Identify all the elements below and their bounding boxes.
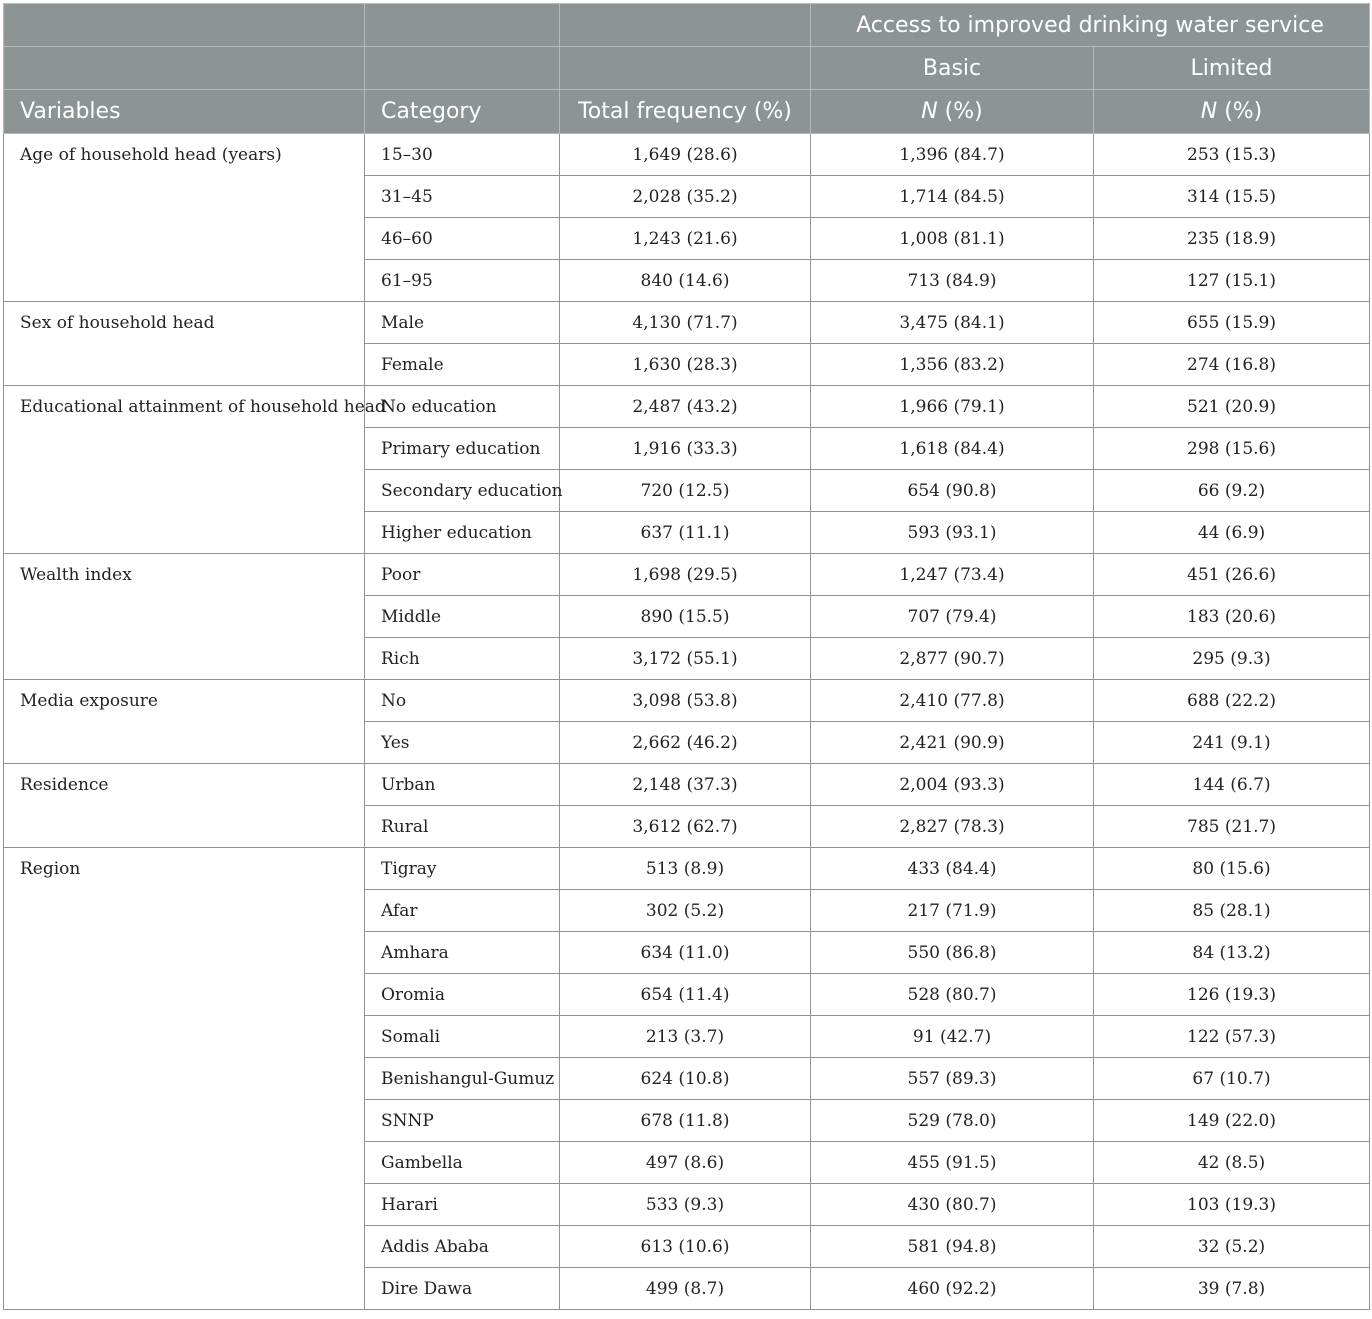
total-frequency-cell: 1,243 (21.6) xyxy=(560,218,811,260)
basic-cell: 529 (78.0) xyxy=(811,1100,1094,1142)
limited-cell: 103 (19.3) xyxy=(1094,1184,1370,1226)
limited-cell: 241 (9.1) xyxy=(1094,722,1370,764)
total-frequency-cell: 678 (11.8) xyxy=(560,1100,811,1142)
limited-cell: 122 (57.3) xyxy=(1094,1016,1370,1058)
header-blank-6 xyxy=(560,47,811,90)
header-total-frequency: Total frequency (%) xyxy=(560,90,811,134)
basic-cell: 2,827 (78.3) xyxy=(811,806,1094,848)
category-cell: Benishangul-Gumuz xyxy=(365,1058,560,1100)
table-row xyxy=(4,134,1370,176)
basic-cell: 1,356 (83.2) xyxy=(811,344,1094,386)
limited-cell: 314 (15.5) xyxy=(1094,176,1370,218)
total-frequency-cell: 3,098 (53.8) xyxy=(560,680,811,722)
basic-cell: 654 (90.8) xyxy=(811,470,1094,512)
category-cell: 46–60 xyxy=(365,218,560,260)
header-category: Category xyxy=(365,90,560,134)
category-cell: Rich xyxy=(365,638,560,680)
header-n-basic xyxy=(811,90,1094,134)
header-row-subgroup xyxy=(4,47,1370,90)
header-n-limited-italic: N xyxy=(1200,99,1218,124)
limited-cell: 521 (20.9) xyxy=(1094,386,1370,428)
variable-cell: Region xyxy=(4,848,365,1310)
limited-cell: 39 (7.8) xyxy=(1094,1268,1370,1310)
table-row xyxy=(4,680,1370,722)
limited-cell: 183 (20.6) xyxy=(1094,596,1370,638)
limited-cell: 451 (26.6) xyxy=(1094,554,1370,596)
limited-cell: 66 (9.2) xyxy=(1094,470,1370,512)
basic-cell: 1,966 (79.1) xyxy=(811,386,1094,428)
header-blank-3 xyxy=(560,4,811,47)
basic-cell: 593 (93.1) xyxy=(811,512,1094,554)
total-frequency-cell: 624 (10.8) xyxy=(560,1058,811,1100)
limited-cell: 84 (13.2) xyxy=(1094,932,1370,974)
total-frequency-cell: 499 (8.7) xyxy=(560,1268,811,1310)
basic-cell: 528 (80.7) xyxy=(811,974,1094,1016)
variable-cell: Educational attainment of household head xyxy=(4,386,365,554)
basic-cell: 1,396 (84.7) xyxy=(811,134,1094,176)
total-frequency-cell: 2,148 (37.3) xyxy=(560,764,811,806)
basic-cell: 430 (80.7) xyxy=(811,1184,1094,1226)
category-cell: Gambella xyxy=(365,1142,560,1184)
total-frequency-cell: 3,172 (55.1) xyxy=(560,638,811,680)
header-blank-4 xyxy=(4,47,365,90)
category-cell: Poor xyxy=(365,554,560,596)
variable-cell: Wealth index xyxy=(4,554,365,680)
limited-cell: 688 (22.2) xyxy=(1094,680,1370,722)
basic-cell: 91 (42.7) xyxy=(811,1016,1094,1058)
basic-cell: 1,618 (84.4) xyxy=(811,428,1094,470)
data-table xyxy=(3,3,1370,1310)
basic-cell: 460 (92.2) xyxy=(811,1268,1094,1310)
category-cell: Male xyxy=(365,302,560,344)
basic-cell: 3,475 (84.1) xyxy=(811,302,1094,344)
basic-cell: 1,714 (84.5) xyxy=(811,176,1094,218)
limited-cell: 42 (8.5) xyxy=(1094,1142,1370,1184)
category-cell: Oromia xyxy=(365,974,560,1016)
header-blank-2 xyxy=(365,4,560,47)
limited-cell: 127 (15.1) xyxy=(1094,260,1370,302)
basic-cell: 2,421 (90.9) xyxy=(811,722,1094,764)
total-frequency-cell: 213 (3.7) xyxy=(560,1016,811,1058)
limited-cell: 126 (19.3) xyxy=(1094,974,1370,1016)
basic-cell: 2,004 (93.3) xyxy=(811,764,1094,806)
limited-cell: 298 (15.6) xyxy=(1094,428,1370,470)
basic-cell: 455 (91.5) xyxy=(811,1142,1094,1184)
table-row xyxy=(4,554,1370,596)
variable-cell: Age of household head (years) xyxy=(4,134,365,302)
category-cell: Harari xyxy=(365,1184,560,1226)
total-frequency-cell: 1,649 (28.6) xyxy=(560,134,811,176)
basic-cell: 557 (89.3) xyxy=(811,1058,1094,1100)
header-variables: Variables xyxy=(4,90,365,134)
category-cell: SNNP xyxy=(365,1100,560,1142)
total-frequency-cell: 634 (11.0) xyxy=(560,932,811,974)
limited-cell: 655 (15.9) xyxy=(1094,302,1370,344)
variable-cell: Residence xyxy=(4,764,365,848)
category-cell: Rural xyxy=(365,806,560,848)
header-n-limited xyxy=(1094,90,1370,134)
header-blank-1 xyxy=(4,4,365,47)
total-frequency-cell: 1,698 (29.5) xyxy=(560,554,811,596)
category-cell: Amhara xyxy=(365,932,560,974)
total-frequency-cell: 2,662 (46.2) xyxy=(560,722,811,764)
limited-cell: 44 (6.9) xyxy=(1094,512,1370,554)
category-cell: Primary education xyxy=(365,428,560,470)
table-row xyxy=(4,848,1370,890)
total-frequency-cell: 613 (10.6) xyxy=(560,1226,811,1268)
category-cell: No education xyxy=(365,386,560,428)
header-blank-5 xyxy=(365,47,560,90)
total-frequency-cell: 720 (12.5) xyxy=(560,470,811,512)
category-cell: Secondary education xyxy=(365,470,560,512)
category-cell: Middle xyxy=(365,596,560,638)
total-frequency-cell: 2,487 (43.2) xyxy=(560,386,811,428)
limited-cell: 144 (6.7) xyxy=(1094,764,1370,806)
total-frequency-cell: 637 (11.1) xyxy=(560,512,811,554)
total-frequency-cell: 840 (14.6) xyxy=(560,260,811,302)
basic-cell: 1,247 (73.4) xyxy=(811,554,1094,596)
total-frequency-cell: 497 (8.6) xyxy=(560,1142,811,1184)
header-n-basic-italic: N xyxy=(921,99,938,124)
category-cell: 61–95 xyxy=(365,260,560,302)
variable-cell: Sex of household head xyxy=(4,302,365,386)
category-cell: Urban xyxy=(365,764,560,806)
category-cell: Somali xyxy=(365,1016,560,1058)
total-frequency-cell: 4,130 (71.7) xyxy=(560,302,811,344)
header-row-group xyxy=(4,4,1370,47)
limited-cell: 80 (15.6) xyxy=(1094,848,1370,890)
basic-cell: 581 (94.8) xyxy=(811,1226,1094,1268)
table-row xyxy=(4,764,1370,806)
header-access-group: Access to improved drinking water service xyxy=(811,4,1370,47)
total-frequency-cell: 654 (11.4) xyxy=(560,974,811,1016)
limited-cell: 85 (28.1) xyxy=(1094,890,1370,932)
basic-cell: 2,410 (77.8) xyxy=(811,680,1094,722)
variable-cell: Media exposure xyxy=(4,680,365,764)
table-row xyxy=(4,386,1370,428)
category-cell: Addis Ababa xyxy=(365,1226,560,1268)
basic-cell: 707 (79.4) xyxy=(811,596,1094,638)
total-frequency-cell: 302 (5.2) xyxy=(560,890,811,932)
category-cell: Female xyxy=(365,344,560,386)
total-frequency-cell: 1,630 (28.3) xyxy=(560,344,811,386)
limited-cell: 274 (16.8) xyxy=(1094,344,1370,386)
limited-cell: 32 (5.2) xyxy=(1094,1226,1370,1268)
basic-cell: 433 (84.4) xyxy=(811,848,1094,890)
basic-cell: 550 (86.8) xyxy=(811,932,1094,974)
header-pct-basic: (%) xyxy=(937,99,983,124)
limited-cell: 149 (22.0) xyxy=(1094,1100,1370,1142)
limited-cell: 253 (15.3) xyxy=(1094,134,1370,176)
limited-cell: 235 (18.9) xyxy=(1094,218,1370,260)
category-cell: 31–45 xyxy=(365,176,560,218)
header-row-columns xyxy=(4,90,1370,134)
limited-cell: 67 (10.7) xyxy=(1094,1058,1370,1100)
total-frequency-cell: 513 (8.9) xyxy=(560,848,811,890)
total-frequency-cell: 533 (9.3) xyxy=(560,1184,811,1226)
total-frequency-cell: 890 (15.5) xyxy=(560,596,811,638)
header-limited: Limited xyxy=(1094,47,1370,90)
category-cell: Higher education xyxy=(365,512,560,554)
basic-cell: 217 (71.9) xyxy=(811,890,1094,932)
header-basic: Basic xyxy=(811,47,1094,90)
basic-cell: 2,877 (90.7) xyxy=(811,638,1094,680)
total-frequency-cell: 1,916 (33.3) xyxy=(560,428,811,470)
table-body xyxy=(4,134,1370,1310)
basic-cell: 1,008 (81.1) xyxy=(811,218,1094,260)
limited-cell: 785 (21.7) xyxy=(1094,806,1370,848)
header-pct-limited: (%) xyxy=(1217,99,1263,124)
category-cell: Yes xyxy=(365,722,560,764)
table-row xyxy=(4,302,1370,344)
category-cell: Afar xyxy=(365,890,560,932)
limited-cell: 295 (9.3) xyxy=(1094,638,1370,680)
category-cell: Dire Dawa xyxy=(365,1268,560,1310)
table-header xyxy=(4,4,1370,134)
basic-cell: 713 (84.9) xyxy=(811,260,1094,302)
category-cell: 15–30 xyxy=(365,134,560,176)
category-cell: Tigray xyxy=(365,848,560,890)
category-cell: No xyxy=(365,680,560,722)
total-frequency-cell: 3,612 (62.7) xyxy=(560,806,811,848)
total-frequency-cell: 2,028 (35.2) xyxy=(560,176,811,218)
